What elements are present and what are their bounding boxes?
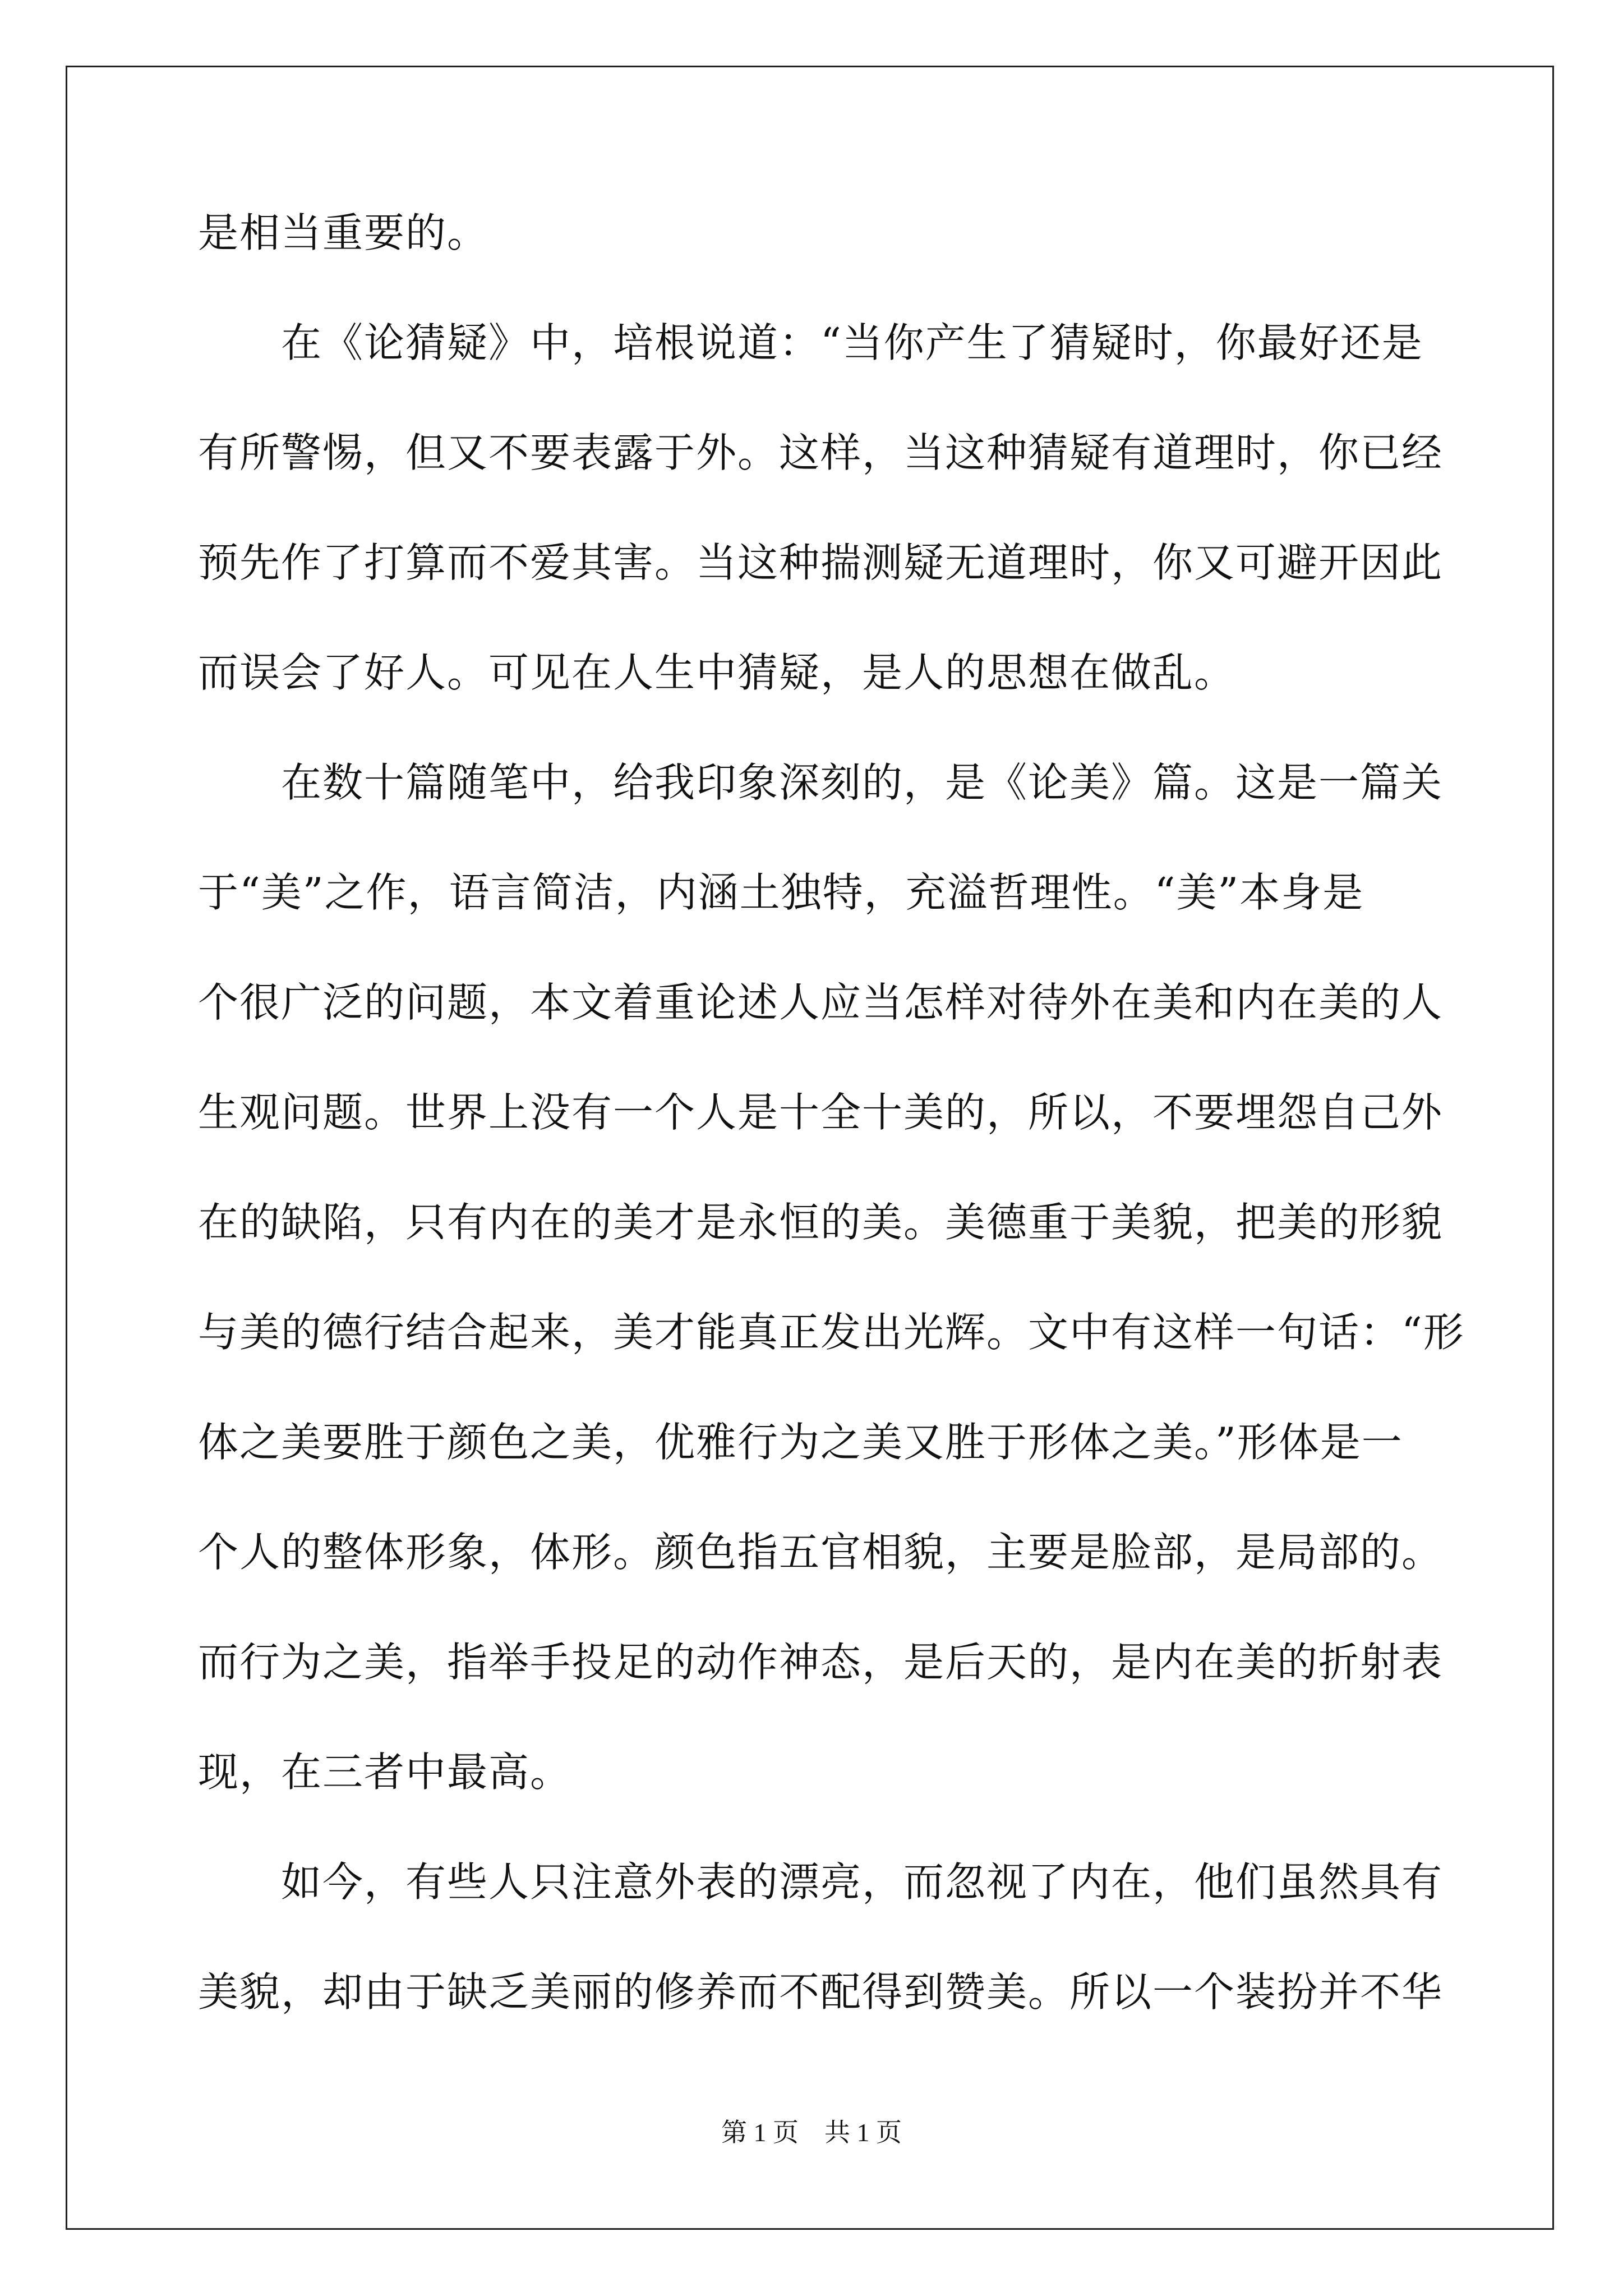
text-line: 与美的德行结合起来，美才能真正发出光辉。文中有这样一句话：“形 [198, 1309, 1465, 1356]
text-line: 美貌，却由于缺乏美丽的修养而不配得到赞美。所以一个装扮并不华 [198, 1968, 1444, 2016]
text-line: 个人的整体形象，体形。颜色指五官相貌，主要是脸部，是局部的。 [198, 1529, 1444, 1576]
page-number: 第 1 页 共 1 页 [721, 2118, 902, 2147]
text-line: 个很广泛的问题，本文着重论述人应当怎样对待外在美和内在美的人 [198, 979, 1444, 1026]
text-line: 在的缺陷，只有内在的美才是永恒的美。美德重于美貌，把美的形貌 [198, 1199, 1444, 1246]
text-line: 于“美”之作，语言简洁，内涵土独特，充溢哲理性。“美”本身是 [198, 869, 1364, 916]
text-line: 体之美要胜于颜色之美，优雅行为之美又胜于形体之美。”形体是一 [198, 1419, 1403, 1466]
text-line: 现，在三者中最高。 [198, 1749, 572, 1796]
text-line: 而误会了好人。可见在人生中猜疑，是人的思想在做乱。 [198, 649, 1236, 696]
text-line: 生观问题。世界上没有一个人是十全十美的，所以，不要埋怨自己外 [198, 1089, 1444, 1136]
text-line: 在《论猜疑》中，培根说道：“当你产生了猜疑时，你最好还是 [281, 319, 1423, 366]
text-line: 有所警惕，但又不要表露于外。这样，当这种猜疑有道理时，你已经 [198, 429, 1444, 476]
text-line: 在数十篇随笔中，给我印象深刻的，是《论美》篇。这是一篇关 [281, 759, 1444, 806]
text-line: 是相当重要的。 [198, 209, 489, 256]
text-line: 预先作了打算而不爱其害。当这种揣测疑无道理时，你又可避开因此 [198, 539, 1444, 586]
text-line: 如今，有些人只注意外表的漂亮，而忽视了内在，他们虽然具有 [281, 1858, 1444, 1906]
text-line: 而行为之美，指举手投足的动作神态，是后天的，是内在美的折射表 [198, 1639, 1444, 1686]
